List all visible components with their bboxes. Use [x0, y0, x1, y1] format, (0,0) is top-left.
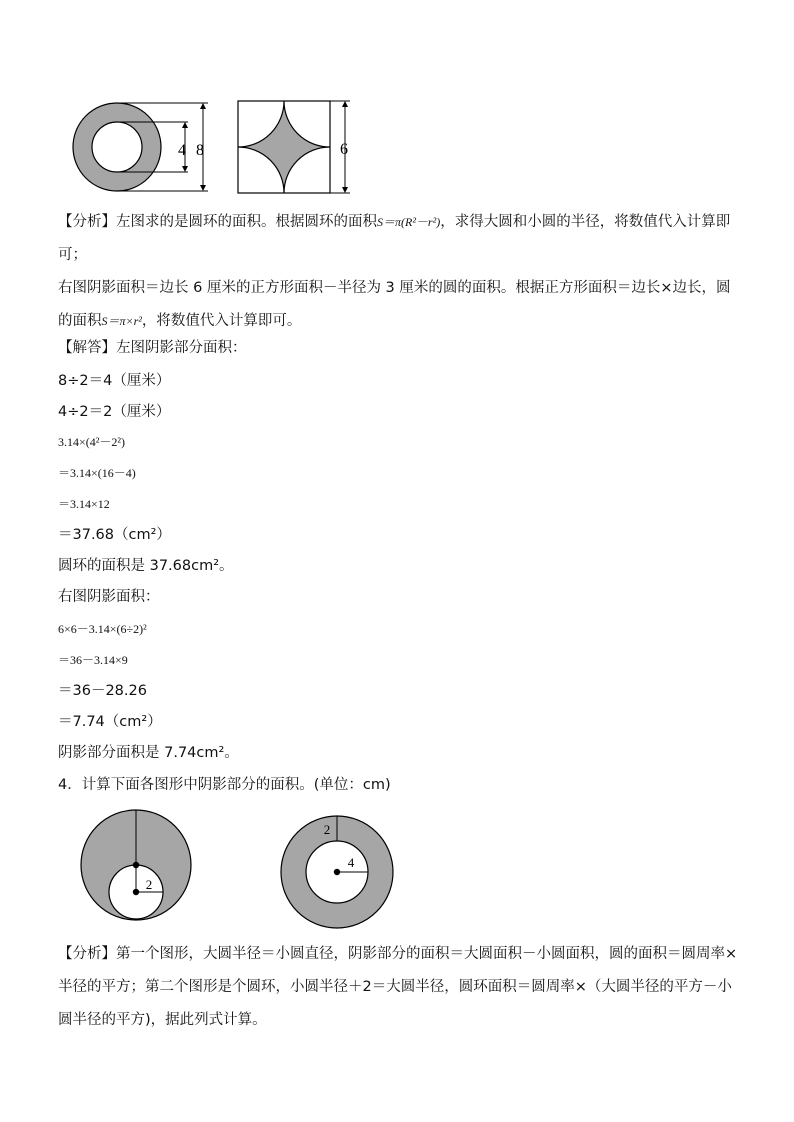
- solution-line: ＝3.14×(16－4): [58, 466, 136, 480]
- figure-annulus-top: [70, 95, 220, 200]
- figure-circle-in-circle: [78, 808, 198, 928]
- solution-line: 右图阴影面积：: [58, 589, 160, 605]
- figure-annulus-q4: [275, 810, 400, 935]
- solution-line: ＝7.74（cm²）: [58, 714, 162, 730]
- solution-line: ＝3.14×12: [58, 497, 110, 511]
- label-inner-diameter: 4: [178, 142, 186, 159]
- label-ring-width: 2: [323, 822, 331, 837]
- label-inner-radius: 4: [347, 855, 355, 870]
- solution-line: ＝37.68（cm²）: [58, 527, 171, 543]
- label-outer-diameter: 8: [196, 142, 204, 159]
- solution-line: 3.14×(4²－2²): [58, 435, 125, 449]
- figure-square-star: [232, 95, 362, 200]
- solution-line: ＝36－28.26: [58, 683, 147, 699]
- solution-line: 阴影部分面积是 7.74cm²。: [58, 745, 239, 761]
- solution-line: 8÷2＝4（厘米）: [58, 373, 171, 389]
- label-square-side: 6: [340, 141, 348, 158]
- circle-formula: S＝π×r²: [101, 314, 142, 328]
- analysis-tag: 【分析】: [58, 946, 116, 962]
- analysis-tag: 【分析】: [58, 214, 116, 230]
- solution-line: ＝36－3.14×9: [58, 653, 128, 667]
- solution-line: 4÷2＝2（厘米）: [58, 404, 171, 420]
- solution-line: 6×6－3.14×(6÷2)²: [58, 622, 147, 636]
- solution-intro: 【解答】左图阴影部分面积：: [58, 340, 247, 356]
- question-4: 4．计算下面各图形中阴影部分的面积。(单位：cm): [58, 777, 391, 793]
- label-small-radius: 2: [145, 877, 153, 892]
- analysis-2: 【分析】第一个图形，大圆半径＝小圆直径，阴影部分的面积＝大圆面积－小圆面积，圆的面积＝圆周率×半径的平方；第二个图形是个圆环，小圆半径＋2＝大圆半径，圆环面积＝圆周率×（大圆半径的平方－小圆半径的平方)，据此列式计算。: [58, 946, 738, 1028]
- annulus-formula: S＝π(R²－r²): [377, 215, 441, 229]
- solution-line: 圆环的面积是 37.68cm²。: [58, 558, 234, 574]
- analysis-1: 【分析】左图求的是圆环的面积。根据圆环的面积S＝π(R²－r²)，求得大圆和小圆的半径，将数值代入计算即可； 右图阴影面积＝边长 6 厘米的正方形面积－半径为 3 厘米的圆的面积。根据正方形面积＝边长×边长，圆的面积S＝π×r²，将数值代入计算即可。: [58, 214, 731, 329]
- solution-tag: 【解答】: [58, 340, 116, 356]
